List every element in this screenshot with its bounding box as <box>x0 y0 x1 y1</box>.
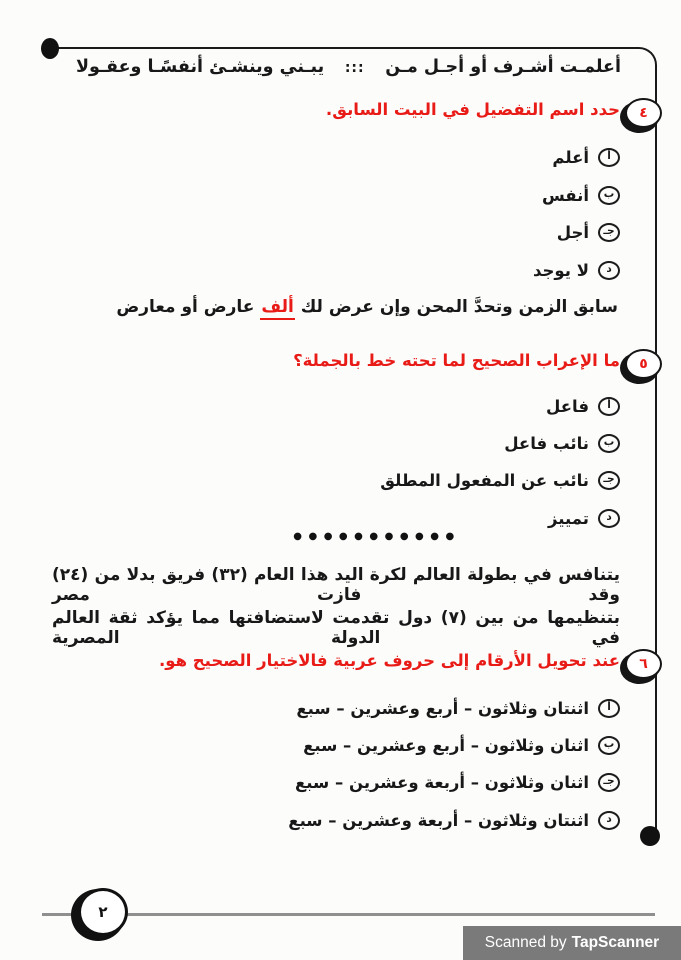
option-letter-circle: أ <box>598 148 620 167</box>
question-4-number: ٤ <box>639 105 648 121</box>
option-label: أجل <box>556 223 589 242</box>
stars-divider: ●●●●●●●●●●● <box>293 531 461 542</box>
option-letter-circle: د <box>598 811 620 830</box>
frame-end-dot <box>640 826 660 846</box>
q5-option-c <box>380 471 620 490</box>
q4-option-c <box>557 223 620 242</box>
q5-option-a <box>546 397 620 416</box>
underlined-word: ألف <box>260 297 294 320</box>
footer-rule <box>42 913 655 916</box>
option-label: أنفس <box>541 186 589 205</box>
underlined-sentence <box>116 297 618 317</box>
q5-option-b <box>504 434 620 453</box>
option-label: نائب عن المفعول المطلق <box>380 471 589 490</box>
frame-start-dot <box>41 38 59 59</box>
page-number-badge <box>78 888 128 936</box>
sentence-after: عارض أو معارض <box>116 297 255 317</box>
question-6-title: عند تحويل الأرقام إلى حروف عربية فالاختيار الصحيح هو. <box>158 651 620 670</box>
question-5-title: ما الإعراب الصحيح لما تحته خط بالجملة؟ <box>293 351 620 370</box>
question-4-title: حدد اسم التفضيل في البيت السابق. <box>325 100 620 119</box>
option-letter-circle: د <box>598 261 620 280</box>
option-letter-circle: جـ <box>598 223 620 242</box>
q4-option-d <box>533 261 620 280</box>
option-label: اثنتان وثلاثون – أربع وعشرين – سبع <box>296 699 589 718</box>
page-number: ٢ <box>98 903 108 921</box>
option-letter-circle: د <box>598 509 620 528</box>
q4-option-b <box>542 186 620 205</box>
question-5-number: ٥ <box>639 356 648 372</box>
q6-option-b <box>303 736 620 755</box>
option-letter-circle: جـ <box>598 471 620 490</box>
q5-option-d <box>548 509 620 528</box>
option-label: تمييز <box>548 509 589 528</box>
q6-option-d <box>288 811 620 830</box>
option-letter-circle: ب <box>598 736 620 755</box>
option-letter-circle: أ <box>598 397 620 416</box>
verse-right-hemistich: أعلمـت أشـرف أو أجـل مـن <box>385 57 621 77</box>
option-label: اثنان وثلاثون – أربع وعشرين – سبع <box>303 736 589 755</box>
option-label: اثنان وثلاثون – أربعة وعشرين – سبع <box>295 773 589 792</box>
verse-separator: ::: <box>344 60 365 76</box>
option-letter-circle: جـ <box>598 773 620 792</box>
sentence-before: سابق الزمن وتحدَّ المحن وإن عرض لك <box>300 297 618 317</box>
option-label: نائب فاعل <box>504 434 589 453</box>
question-6-number-badge <box>625 649 662 679</box>
option-label: فاعل <box>546 397 589 416</box>
scanner-prefix: Scanned by <box>484 934 567 951</box>
q6-option-a <box>296 699 620 718</box>
option-letter-circle: ب <box>598 434 620 453</box>
question-5-number-badge <box>625 349 662 379</box>
option-label: لا يوجد <box>533 261 589 280</box>
option-letter-circle: أ <box>598 699 620 718</box>
q6-option-c <box>295 773 620 792</box>
poem-verse-line <box>76 57 621 77</box>
scanner-watermark <box>463 926 681 960</box>
q4-option-a <box>552 148 620 167</box>
paragraph-line-1: يتنافس في بطولة العالم لكرة اليد هذا العام (٣٢) فريق بدلا من (٢٤) وقد فازت مصر <box>52 565 620 605</box>
option-label: اثنتان وثلاثون – أربعة وعشرين – سبع <box>288 811 589 830</box>
option-label: أعلم <box>552 148 589 167</box>
scanner-brand: TapScanner <box>571 934 660 951</box>
paragraph-line-2: بتنظيمها من بين (٧) دول تقدمت لاستضافتها مما يؤكد ثقة العالم في الدولة المصرية <box>52 608 620 648</box>
question-6-number: ٦ <box>639 656 648 672</box>
verse-left-hemistich: يبـني وينشـئ أنفسًـا وعقـولا <box>76 57 325 77</box>
question-4-number-badge <box>625 98 662 128</box>
option-letter-circle: ب <box>598 186 620 205</box>
